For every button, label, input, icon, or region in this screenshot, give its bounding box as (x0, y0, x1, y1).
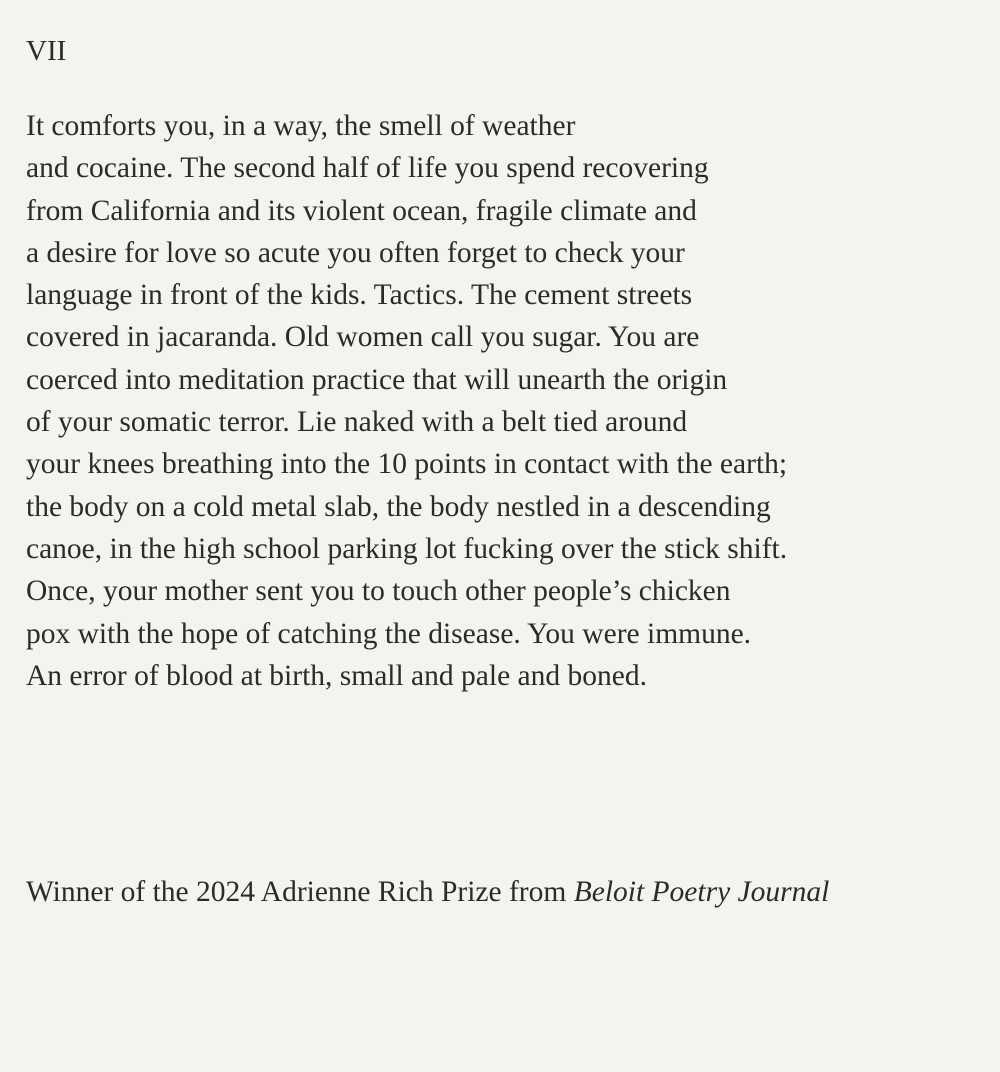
section-number: VII (26, 35, 67, 67)
poem-line: and cocaine. The second half of life you spend recovering (26, 152, 709, 185)
poem-line: a desire for love so acute you often forget to check your (26, 236, 685, 269)
poem-line: It comforts you, in a way, the smell of weather (26, 110, 576, 142)
poem-line: your knees breathing into the 10 points in contact with the earth; (26, 448, 788, 481)
credit-text: Winner of the 2024 Adrienne Rich Prize from (26, 876, 574, 908)
poem-line: coerced into meditation practice that will unearth the origin (26, 363, 728, 396)
poem-line: Once, your mother sent you to touch other people’s chicken (26, 575, 731, 608)
poem-line: canoe, in the high school parking lot fucking over the stick shift. (26, 532, 788, 565)
poem-line: the body on a cold metal slab, the body nestled in a descending (26, 490, 771, 523)
prize-credit (26, 872, 829, 912)
poem-line: of your somatic terror. Lie naked with a belt tied around (26, 406, 688, 439)
poem-line: from California and its violent ocean, fragile climate and (26, 194, 697, 227)
poem-line: covered in jacaranda. Old women call you sugar. You are (26, 321, 700, 354)
journal-name: Beloit Poetry Journal (573, 876, 830, 908)
poem-body (26, 105, 787, 697)
poem-line: pox with the hope of catching the disease. You were immune. (26, 617, 752, 650)
poem-line: language in front of the kids. Tactics. The cement streets (26, 279, 693, 312)
poem-line: An error of blood at birth, small and pale and boned. (26, 659, 647, 692)
